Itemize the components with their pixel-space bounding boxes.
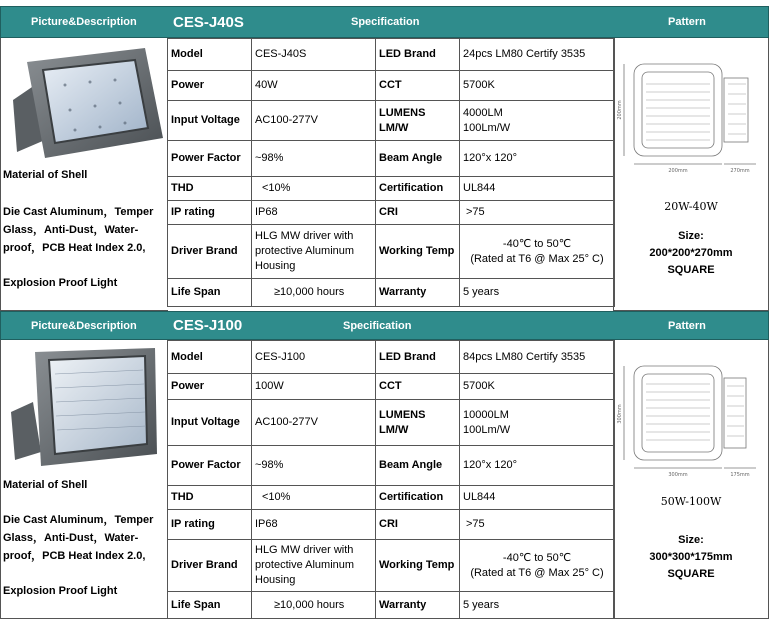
shape-label: SQUARE <box>667 264 715 276</box>
beam-angle-label: Beam Angle <box>376 141 460 177</box>
shell-description: Die Cast Aluminum，Temper Glass，Anti-Dust，Water-proof，PCB Heat Index 2.0, <box>3 514 154 562</box>
led-value: 84pcs LM80 Certify 3535 <box>460 341 615 374</box>
wattage-range: 20W-40W <box>664 200 718 213</box>
ip-rating-label: IP rating <box>168 201 252 225</box>
driver-brand-label: Driver Brand <box>168 225 252 279</box>
ip-rating-label: IP rating <box>168 510 252 540</box>
beam-angle-value: 120°x 120° <box>460 446 615 486</box>
cri-label: CRI <box>376 510 460 540</box>
product-block-1 <box>0 6 769 311</box>
beam-angle-value: 120°x 120° <box>460 141 615 177</box>
dim-depth: 175mm <box>730 472 750 478</box>
material-label: Material of Shell <box>3 479 88 491</box>
material-label: Material of Shell <box>3 169 88 181</box>
working-temp-label: Working Temp <box>376 225 460 279</box>
size-label: Size: <box>678 534 704 546</box>
driver-brand-label: Driver Brand <box>168 540 252 592</box>
certification-label: Certification <box>376 177 460 201</box>
warranty-value: 5 years <box>460 592 615 619</box>
size-label: Size: <box>678 230 704 242</box>
power-factor-value: ~98% <box>252 446 376 486</box>
led-label: LED Brand <box>376 341 460 374</box>
pattern-heading: Pattern <box>668 319 706 332</box>
shell-description: Die Cast Aluminum，Temper Glass，Anti-Dust，Water-proof，PCB Heat Index 2.0, <box>3 206 154 254</box>
thd-label: THD <box>168 177 252 201</box>
dim-height: 300mm <box>617 404 623 424</box>
life-span-value: ≥10,000 hours <box>252 592 376 619</box>
model-value: CES-J100 <box>252 341 376 374</box>
model-heading: CES-J100 <box>173 317 243 334</box>
certification-value: UL844 <box>460 486 615 510</box>
size-value: 200*200*270mm <box>649 247 733 259</box>
cct-value: 5700K <box>460 71 615 101</box>
certification-label: Certification <box>376 486 460 510</box>
thd-label: THD <box>168 486 252 510</box>
cct-value: 5700K <box>460 374 615 400</box>
pattern-drawing <box>616 348 766 478</box>
specification-heading: Specification <box>343 319 412 332</box>
pattern-cell <box>613 340 769 619</box>
driver-brand-value: HLG MW driver with protective Aluminum Housing <box>252 540 376 592</box>
lumens-value: 10000LM 100Lm/W <box>460 400 615 446</box>
cri-value: >75 <box>460 510 615 540</box>
product-block-2 <box>0 311 769 619</box>
ip-rating-value: IP68 <box>252 201 376 225</box>
model-label: Model <box>168 341 252 374</box>
working-temp-value: -40℃ to 50℃ (Rated at T6 @ Max 25° C) <box>460 540 615 592</box>
lumens-label: LUMENS LM/W <box>376 400 460 446</box>
picture-cell <box>0 38 168 311</box>
working-temp-value: -40℃ to 50℃ (Rated at T6 @ Max 25° C) <box>460 225 615 279</box>
working-temp-label: Working Temp <box>376 540 460 592</box>
model-value: CES-J40S <box>252 39 376 71</box>
pattern-drawing <box>616 44 766 174</box>
power-label: Power <box>168 71 252 101</box>
beam-angle-label: Beam Angle <box>376 446 460 486</box>
led-label: LED Brand <box>376 39 460 71</box>
floodlight-photo <box>5 40 165 165</box>
picture-desc-heading: Picture&Description <box>31 319 137 332</box>
picture-cell <box>0 340 168 619</box>
dim-width: 200mm <box>668 168 688 174</box>
header-bar <box>0 311 769 340</box>
cri-value: >75 <box>460 201 615 225</box>
pattern-heading: Pattern <box>668 16 706 28</box>
power-factor-label: Power Factor <box>168 141 252 177</box>
dim-height: 200mm <box>617 100 623 120</box>
life-span-label: Life Span <box>168 592 252 619</box>
warranty-label: Warranty <box>376 279 460 307</box>
input-voltage-label: Input Voltage <box>168 400 252 446</box>
warranty-value: 5 years <box>460 279 615 307</box>
life-span-value: ≥10,000 hours <box>252 279 376 307</box>
header-bar <box>0 6 769 38</box>
lumens-label: LUMENS LM/W <box>376 101 460 141</box>
life-span-label: Life Span <box>168 279 252 307</box>
specification-heading: Specification <box>351 16 420 28</box>
certification-value: UL844 <box>460 177 615 201</box>
power-factor-value: ~98% <box>252 141 376 177</box>
shape-label: SQUARE <box>667 568 715 580</box>
cri-label: CRI <box>376 201 460 225</box>
model-heading: CES-J40S <box>173 13 244 31</box>
power-value: 40W <box>252 71 376 101</box>
pattern-cell <box>613 38 769 311</box>
explosion-proof-label: Explosion Proof Light <box>3 277 118 289</box>
input-voltage-value: AC100-277V <box>252 400 376 446</box>
power-factor-label: Power Factor <box>168 446 252 486</box>
picture-desc-heading: Picture&Description <box>31 16 137 28</box>
thd-value: <10% <box>252 486 376 510</box>
dim-depth: 270mm <box>730 168 750 174</box>
thd-value: <10% <box>252 177 376 201</box>
explosion-proof-label: Explosion Proof Light <box>3 585 118 597</box>
wattage-range: 50W-100W <box>660 495 722 508</box>
floodlight-photo <box>5 342 165 472</box>
led-value: 24pcs LM80 Certify 3535 <box>460 39 615 71</box>
lumens-value: 4000LM 100Lm/W <box>460 101 615 141</box>
driver-brand-value: HLG MW driver with protective Aluminum Housing <box>252 225 376 279</box>
cct-label: CCT <box>376 374 460 400</box>
warranty-label: Warranty <box>376 592 460 619</box>
ip-rating-value: IP68 <box>252 510 376 540</box>
power-value: 100W <box>252 374 376 400</box>
cct-label: CCT <box>376 71 460 101</box>
dim-width: 300mm <box>668 472 688 478</box>
size-value: 300*300*175mm <box>649 551 733 563</box>
spec-table <box>167 340 615 619</box>
input-voltage-value: AC100-277V <box>252 101 376 141</box>
model-label: Model <box>168 39 252 71</box>
power-label: Power <box>168 374 252 400</box>
input-voltage-label: Input Voltage <box>168 101 252 141</box>
spec-table <box>167 38 615 307</box>
